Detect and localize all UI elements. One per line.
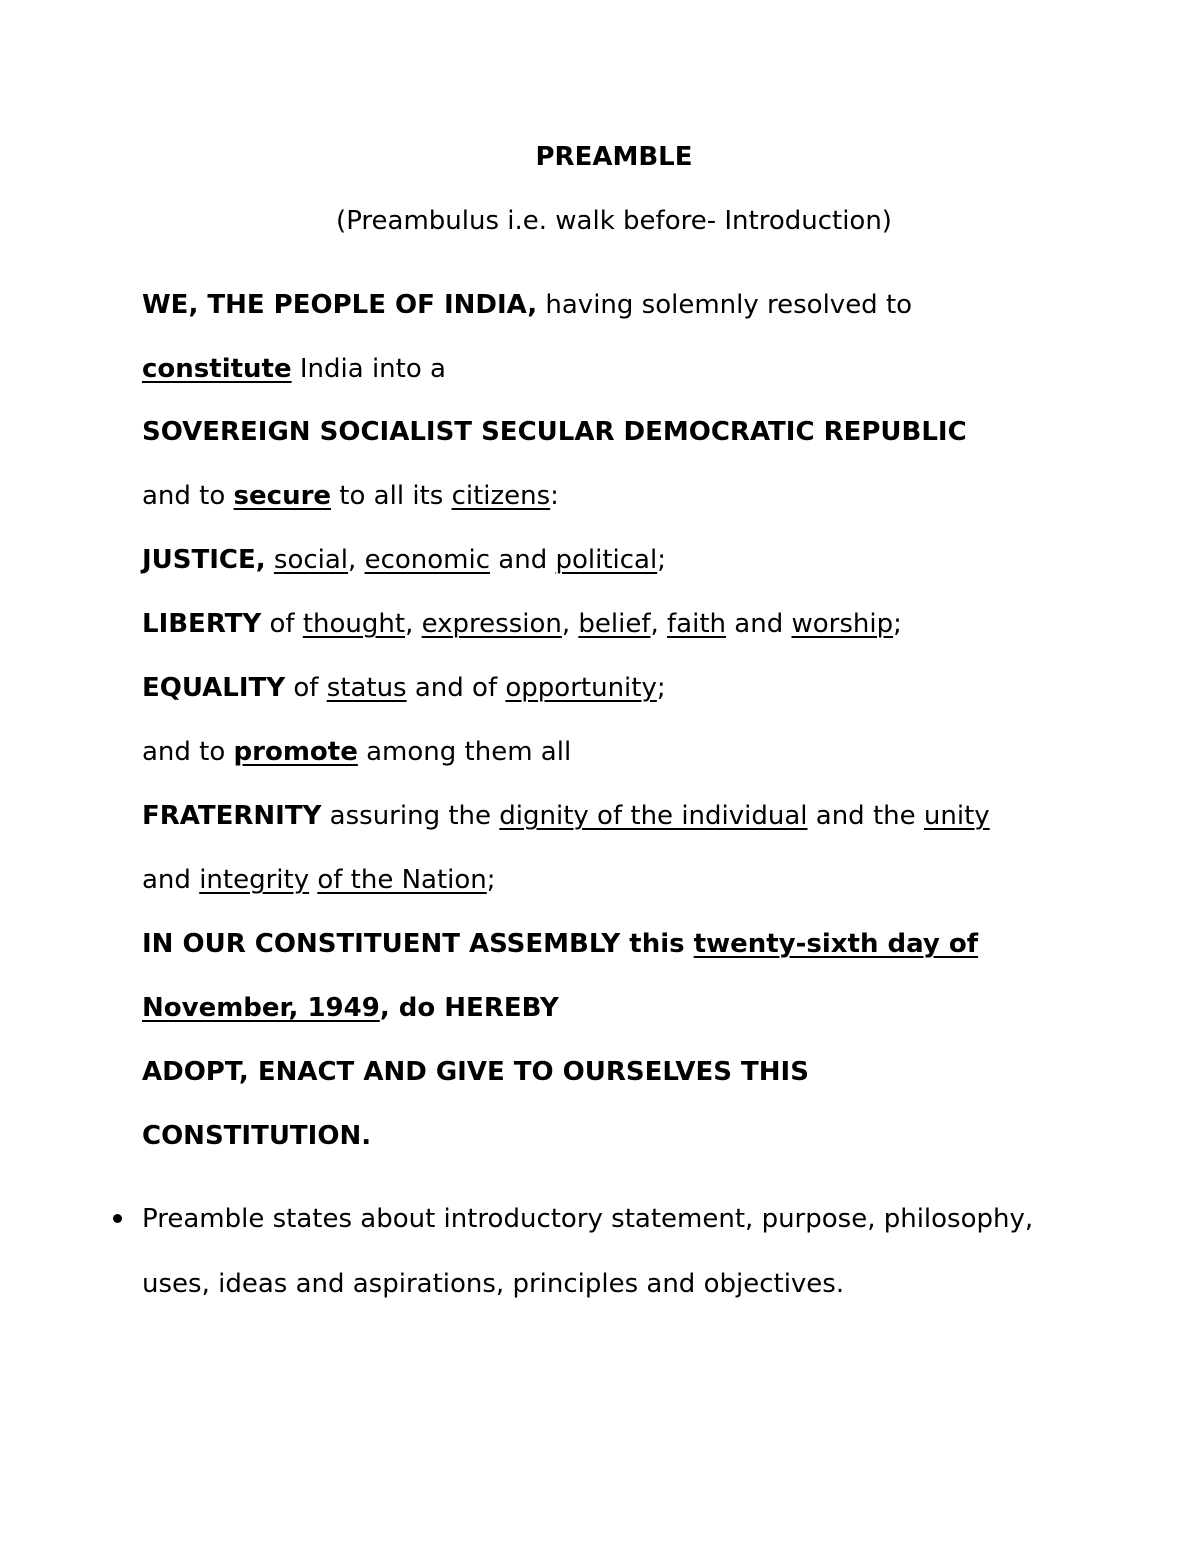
line-5-sep-a: , [348,545,365,575]
line-1-text: having solemnly resolved to [537,290,913,320]
term-date-a: twenty-sixth day of [693,929,979,959]
term-economic: economic [364,545,491,575]
line-6-sep-b: , [405,609,422,639]
bullet-text-line-1: Preamble states about introductory statement, purpose, philosophy, [142,1204,1034,1234]
line-6-sep-e: and [726,609,792,639]
preamble-line-6 [142,607,902,641]
term-constitute: constitute [142,354,292,384]
line-7-end: ; [656,673,666,703]
term-promote: promote [233,737,358,767]
bullet-text-line-2: uses, ideas and aspirations, principles and objectives. [142,1269,845,1299]
line-6-end: ; [893,609,902,639]
line-11-text: IN OUR CONSTITUENT ASSEMBLY this [142,929,694,959]
term-dignity: dignity of the individual [499,801,808,831]
term-status: status [326,673,407,703]
line-4-colon: : [550,481,559,511]
preamble-line-10 [142,863,496,897]
preamble-line-13: ADOPT, ENACT AND GIVE TO OURSELVES THIS [142,1057,809,1087]
term-political: political [555,545,658,575]
line-4-text-b: to all its [331,481,452,511]
preamble-line-9 [142,799,990,833]
term-liberty: LIBERTY [142,609,262,639]
preamble-line-7 [142,671,666,705]
line-1-bold: WE, THE PEOPLE OF INDIA, [142,290,538,320]
term-worship: worship [791,609,894,639]
line-5-sep-b: and [490,545,556,575]
line-2-text: India into a [291,354,446,384]
line-7-sep-b: and of [406,673,506,703]
preamble-line-5 [142,543,666,577]
term-citizens: citizens [451,481,551,511]
preamble-line-3: SOVEREIGN SOCIALIST SECULAR DEMOCRATIC REPUBLIC [142,417,967,447]
preamble-line-2 [142,352,446,386]
line-10-end: ; [486,865,496,895]
line-10-text-a: and [142,865,200,895]
line-6-sep-a: of [261,609,303,639]
line-4-text-a: and to [142,481,234,511]
preamble-line-1 [142,288,912,322]
line-5-space [266,545,274,575]
preamble-line-11 [142,927,978,961]
line-8-text-b: among them all [357,737,572,767]
term-justice: JUSTICE, [142,545,266,575]
term-unity: unity [923,801,990,831]
term-faith: faith [667,609,727,639]
term-expression: expression [421,609,562,639]
term-fraternity: FRATERNITY [142,801,322,831]
preamble-line-8 [142,735,571,769]
term-equality: EQUALITY [142,673,286,703]
term-of-the-nation: of the Nation [317,865,487,895]
line-5-end: ; [657,545,666,575]
line-7-sep-a: of [285,673,327,703]
preamble-line-14: CONSTITUTION. [142,1121,372,1151]
term-secure: secure [233,481,332,511]
term-belief: belief [578,609,651,639]
term-social: social [273,545,349,575]
term-date-b: November, 1949 [142,993,380,1023]
line-6-sep-c: , [561,609,579,639]
preamble-line-12 [142,991,559,1025]
page-title: PREAMBLE [535,142,693,172]
line-8-text-a: and to [142,737,234,767]
line-12-text: , do HEREBY [379,993,559,1023]
bullet-icon [113,1214,122,1223]
line-9-text-a: assuring the [321,801,500,831]
line-6-sep-d: , [650,609,668,639]
term-thought: thought [302,609,406,639]
term-opportunity: opportunity [505,673,657,703]
term-integrity: integrity [199,865,310,895]
line-9-text-b: and the [807,801,924,831]
page-subtitle: (Preambulus i.e. walk before- Introduction) [336,206,892,236]
preamble-line-4 [142,479,559,513]
